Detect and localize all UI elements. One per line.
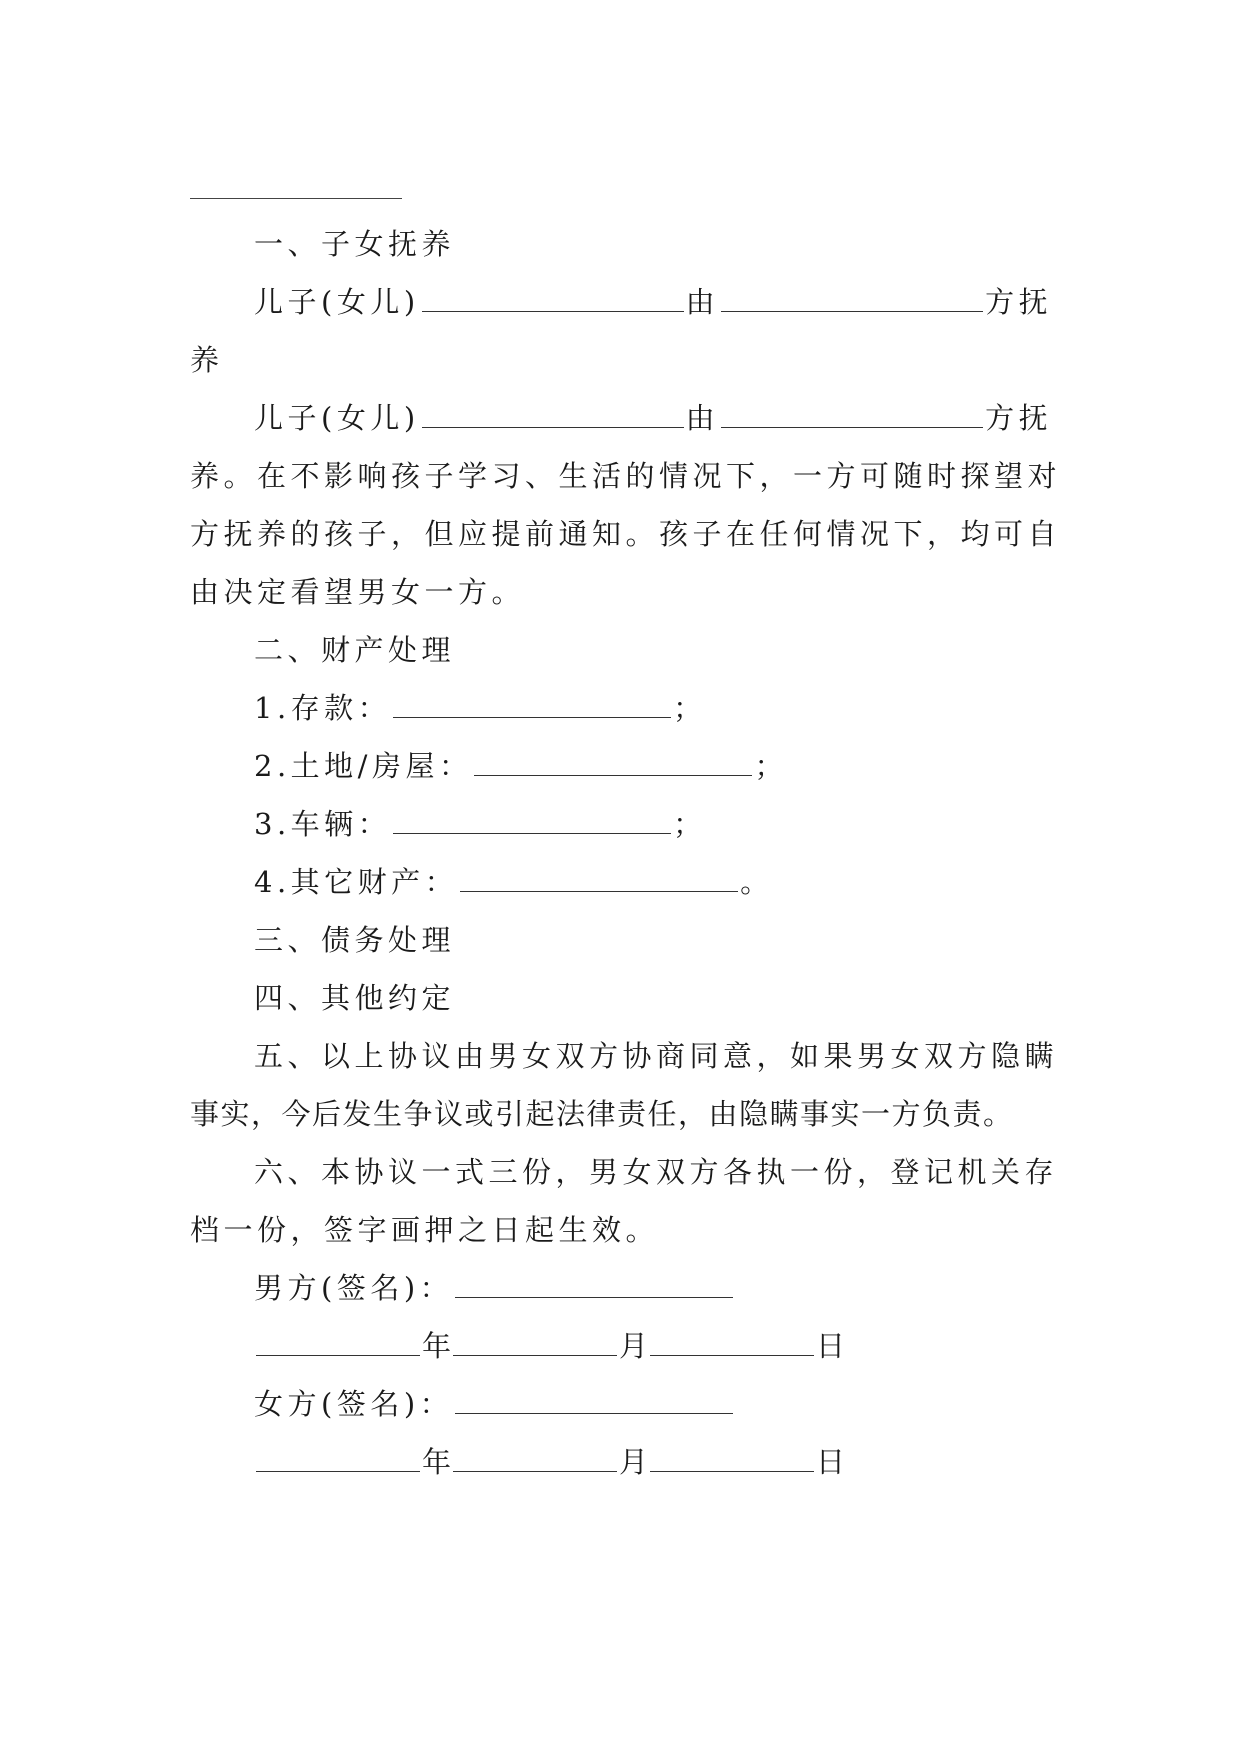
section-4-title: 四、其他约定 <box>254 981 456 1015</box>
property-label: 1.存款： <box>254 691 392 725</box>
section-5-line-1: 五、以上协议由男女双方协商同意，如果男女双方隐瞒 <box>254 1039 1059 1073</box>
punct: ； <box>673 807 707 841</box>
custody-line-2 <box>254 400 1052 436</box>
custody-line-1 <box>254 284 1052 320</box>
section-1-title: 一、子女抚养 <box>254 227 456 261</box>
female-date-line <box>254 1444 845 1480</box>
deposit-blank[interactable] <box>393 693 671 718</box>
custody-line-1-wrap: 养 <box>190 343 224 377</box>
day-label: 日 <box>816 1445 846 1479</box>
day-blank[interactable] <box>650 1447 814 1472</box>
year-blank[interactable] <box>256 1447 420 1472</box>
property-item-land <box>254 748 788 784</box>
property-item-other <box>254 864 774 900</box>
son-label: 儿子(女儿) <box>254 401 420 435</box>
male-date-line <box>254 1328 845 1364</box>
property-item-deposit <box>254 690 707 726</box>
other-property-blank[interactable] <box>460 867 738 892</box>
by-label: 由 <box>685 401 720 435</box>
month-blank[interactable] <box>453 1447 617 1472</box>
punct: ； <box>673 691 707 725</box>
land-blank[interactable] <box>474 751 752 776</box>
son-label: 儿子(女儿) <box>254 285 420 319</box>
punct: ； <box>754 749 788 783</box>
raise-label: 方抚 <box>985 285 1053 319</box>
female-signature-label: 女方(签名)： <box>254 1387 454 1421</box>
day-label: 日 <box>816 1329 846 1363</box>
month-label: 月 <box>619 1329 649 1363</box>
male-signature-label: 男方(签名)： <box>254 1271 454 1305</box>
top-blank-line <box>190 198 402 199</box>
punct: 。 <box>740 865 774 899</box>
year-blank[interactable] <box>256 1331 420 1356</box>
male-signature-blank[interactable] <box>455 1273 733 1298</box>
party-blank[interactable] <box>721 403 983 428</box>
month-label: 月 <box>619 1445 649 1479</box>
child-name-blank[interactable] <box>422 287 684 312</box>
custody-paragraph-line-b: 方抚养的孩子，但应提前通知。孩子在任何情况下，均可自 <box>190 517 1062 551</box>
vehicle-blank[interactable] <box>393 809 671 834</box>
by-label: 由 <box>685 285 720 319</box>
section-6-line-2: 档一份，签字画押之日起生效。 <box>190 1213 660 1247</box>
male-signature-line <box>254 1270 735 1306</box>
section-6-line-1: 六、本协议一式三份，男女双方各执一份，登记机关存 <box>254 1155 1059 1189</box>
section-3-title: 三、债务处理 <box>254 923 456 957</box>
section-5-line-2: 事实，今后发生争议或引起法律责任，由隐瞒事实一方负责。 <box>190 1097 1014 1131</box>
custody-paragraph-line-c: 由决定看望男女一方。 <box>190 575 526 609</box>
month-blank[interactable] <box>453 1331 617 1356</box>
custody-paragraph-line-a: 养。在不影响孩子学习、生活的情况下，一方可随时探望对 <box>190 459 1062 493</box>
female-signature-blank[interactable] <box>455 1389 733 1414</box>
day-blank[interactable] <box>650 1331 814 1356</box>
party-blank[interactable] <box>721 287 983 312</box>
year-label: 年 <box>422 1329 452 1363</box>
raise-label: 方抚 <box>985 401 1053 435</box>
property-item-vehicle <box>254 806 707 842</box>
property-label: 4.其它财产： <box>254 865 459 899</box>
child-name-blank[interactable] <box>422 403 684 428</box>
year-label: 年 <box>422 1445 452 1479</box>
female-signature-line <box>254 1386 735 1422</box>
property-label: 3.车辆： <box>254 807 392 841</box>
section-2-title: 二、财产处理 <box>254 633 456 667</box>
property-label: 2.土地/房屋： <box>254 749 473 783</box>
